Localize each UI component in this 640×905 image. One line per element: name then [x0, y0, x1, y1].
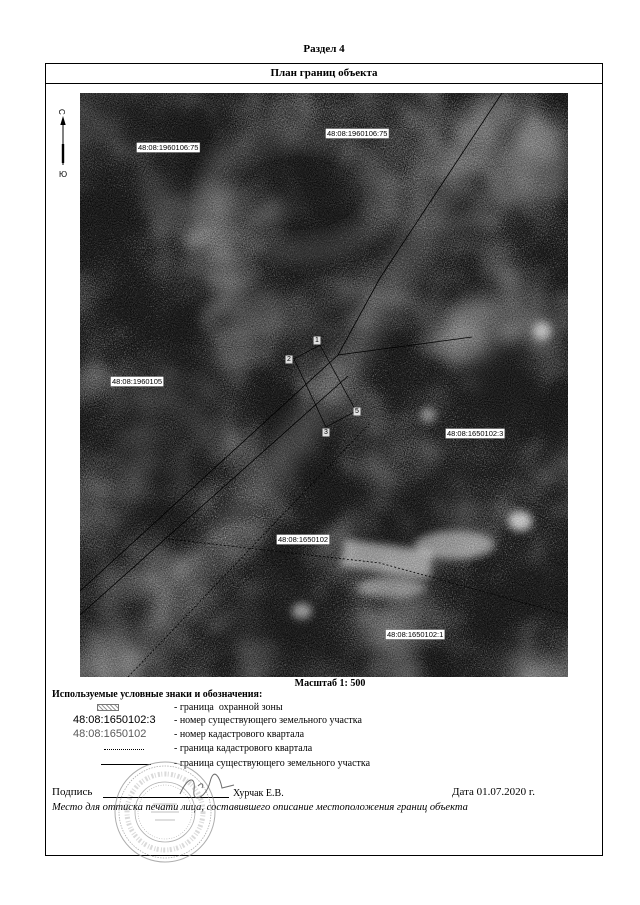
map-label-plot — [386, 630, 445, 640]
point-number: 2 — [287, 356, 291, 363]
map-label-text: 48:08:1960106:75 — [327, 129, 388, 138]
dotted-line-icon — [104, 749, 144, 750]
boundary-point-label — [354, 408, 361, 416]
section-title: Раздел 4 — [303, 43, 345, 55]
legend-quarter-number-sample: 48:08:1650102 — [73, 728, 147, 740]
legend-item — [0, 743, 640, 756]
legend-item-label: - граница существующего земельного участка — [174, 758, 371, 769]
legend-item — [0, 715, 640, 728]
map-label-plot — [446, 429, 505, 439]
signature-date: Дата 01.07.2020 г. — [452, 786, 535, 798]
legend-item-label: - номер существующего земельного участка — [174, 715, 362, 726]
map-label-text: 48:08:1960106:75 — [138, 143, 199, 152]
legend-item — [0, 729, 640, 742]
arrow-tail — [62, 144, 64, 163]
boundary-point-label — [314, 337, 321, 345]
point-number: 3 — [324, 429, 328, 436]
map-label-plot — [137, 143, 200, 153]
map-label-text: 48:08:1650102:1 — [387, 630, 444, 639]
legend-item — [0, 758, 640, 771]
map-scale: Масштаб 1: 500 — [294, 678, 366, 689]
signatory-name: Хурчак Е.В. — [233, 788, 284, 799]
boundary-point-label — [323, 429, 330, 437]
solid-line-icon — [101, 764, 151, 765]
map-label-text: 48:08:1650102 — [278, 535, 329, 544]
map-label-quarter — [277, 535, 330, 545]
north-label: С — [57, 109, 66, 115]
map-label-quarter — [111, 377, 164, 387]
legend-item-label: - граница охранной зоны — [174, 702, 283, 713]
map-label-text: 48:08:1960105 — [112, 377, 163, 386]
north-arrow-icon — [52, 104, 74, 182]
boundary-point-label — [286, 356, 293, 364]
legend-title: Используемые условные знаки и обозначения: — [52, 689, 263, 700]
point-number: 1 — [315, 337, 319, 344]
map-label-text: 48:08:1650102:3 — [447, 429, 504, 438]
legend-item-label: - граница кадастрового квартала — [174, 743, 313, 754]
legend-plot-number-sample: 48:08:1650102:3 — [73, 714, 156, 726]
stamp-note: Место для оттиска печати лица, составившего описание местоположения границ объекта — [52, 802, 468, 813]
legend-item-label: - номер кадастрового квартала — [174, 729, 305, 740]
aerial-map — [80, 93, 568, 677]
hatched-rectangle-icon — [97, 704, 119, 711]
signature-label: Подпись — [52, 786, 93, 798]
map-label-plot — [326, 129, 389, 139]
signature-line — [103, 797, 229, 798]
point-number: 5 — [355, 408, 359, 415]
plan-heading: План границ объекта — [46, 64, 602, 84]
south-label: Ю — [58, 170, 68, 179]
